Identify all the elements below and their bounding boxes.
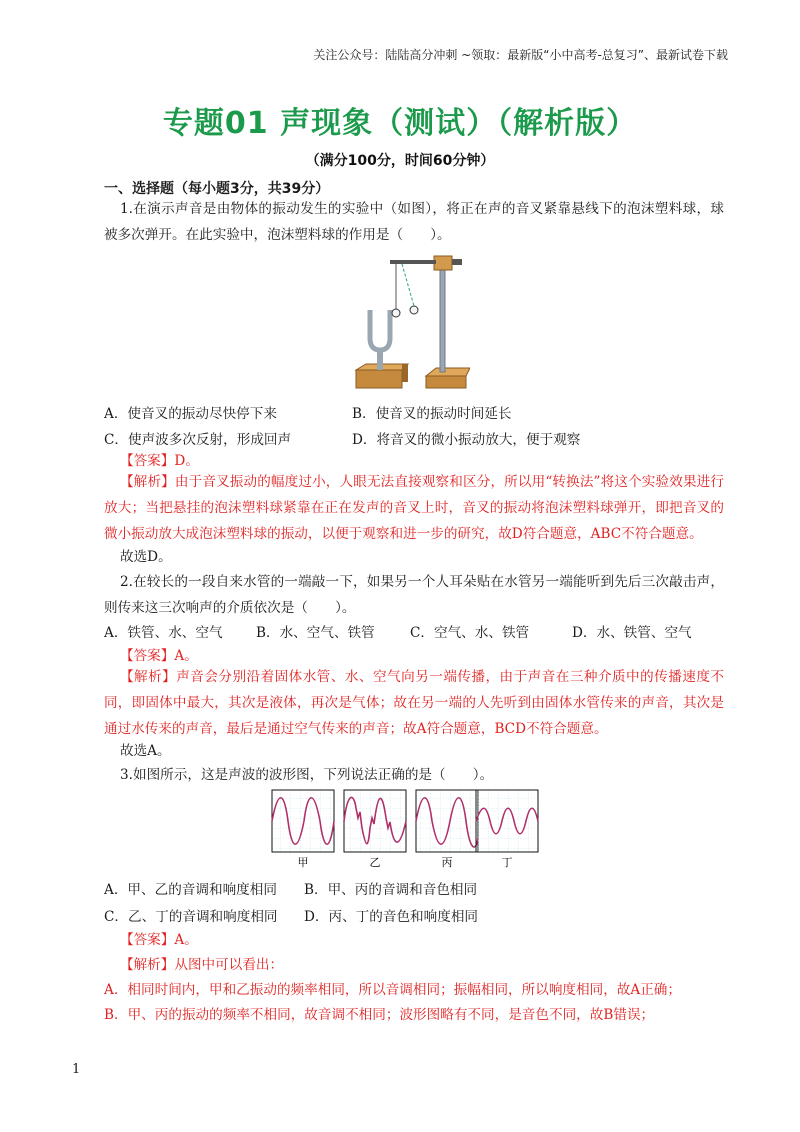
q1-conclusion: 故选D。 [120, 549, 172, 565]
wave-label-yi: 乙 [369, 856, 381, 869]
wave-panel-jia [272, 790, 334, 852]
q2-option-b: B．水、空气、铁管 [256, 625, 375, 641]
tuning-fork-figure [350, 250, 470, 395]
q3-options [104, 878, 724, 930]
q2-conclusion: 故选A。 [120, 743, 171, 759]
wave-label-ding: 丁 [501, 856, 513, 869]
q1-option-b: B．使音叉的振动时间延长 [352, 406, 512, 422]
q1-answer: 【答案】D。 [120, 453, 199, 469]
q1-option-a: A．使音叉的振动尽快停下来 [104, 406, 277, 422]
q3-analysis-b: B．甲、丙的振动的频率不相同，故音调不相同；波形图略有不同，是音色不同，故B错误； [104, 1007, 655, 1023]
wave-label-jia: 甲 [297, 856, 309, 869]
q2-answer: 【答案】A。 [120, 648, 198, 664]
section-heading: 一、选择题（每小题3分，共39分） [104, 181, 330, 197]
q1-stem: 1.在演示声音是由物体的振动发生的实验中（如图），将正在声的音叉紧靠悬线下的泡沫塑料球，球被多次弹开。在此实验中，泡沫塑料球的作用是（ ）。 [104, 201, 724, 243]
wave-panel-bing [416, 790, 478, 852]
q1-option-d: D．将音叉的微小振动放大，便于观察 [352, 432, 581, 448]
page-title: 专题01 声现象（测试）（解析版） [162, 106, 638, 141]
header-note: 关注公众号：陆陆高分冲刺 ~领取：最新版“小中高考-总复习”、最新试卷下载 [313, 48, 728, 62]
q1-analysis: 【解析】由于音叉振动的幅度过小，人眼无法直接观察和区分，所以用“转换法”将这个实验效果进行放大；当把悬挂的泡沫塑料球紧靠在正在发声的音叉上时，音叉的振动将泡沫塑料球弹开，即把音叉的微小振动放大成泡沫塑料球的振动，以便于观察和进一步的研究，故D符合题意，ABC不符合题意。 [104, 474, 724, 542]
q2-analysis: 【解析】声音会分别沿着固体水管、水、空气向另一端传播，由于声音在三种介质中的传播速度不同，即固体中最大，其次是液体，再次是气体；故在另一端的人先听到由固体水管传来的声音，其次是通过水传来的声音，最后是通过空气传来的声音；故A符合题意，BCD不符合题意。 [104, 669, 724, 737]
page-subtitle: （满分100分，时间60分钟） [305, 153, 495, 169]
waveform-figure [270, 788, 540, 870]
q2-option-c: C．空气、水、铁管 [410, 625, 530, 641]
q3-option-a: A．甲、乙的音调和响度相同 [104, 882, 277, 898]
q3-analysis-a: A．相同时间内，甲和乙振动的频率相同，所以音调相同；振幅相同，所以响度相同，故A正确； [104, 982, 681, 998]
q3-analysis-intro: 【解析】从图中可以看出： [120, 957, 284, 973]
q3-option-d: D．丙、丁的音色和响度相同 [304, 909, 479, 925]
q3-option-c: C．乙、丁的音调和响度相同 [104, 909, 278, 925]
wave-panel-yi [344, 790, 406, 852]
q3-stem: 3.如图所示，这是声波的波形图，下列说法正确的是（ ）。 [120, 767, 494, 783]
q3-option-b: B．甲、丙的音调和音色相同 [304, 882, 478, 898]
q2-option-a: A．铁管、水、空气 [104, 625, 223, 641]
wave-label-bing: 丙 [441, 856, 453, 869]
q1-options [104, 402, 724, 454]
q1-option-c: C．使声波多次反射，形成回声 [104, 432, 292, 448]
page-number: 1 [72, 1062, 81, 1077]
wave-panel-ding [476, 790, 538, 852]
q3-answer: 【答案】A。 [120, 932, 198, 948]
q2-stem: 2.在较长的一段自来水管的一端敲一下，如果另一个人耳朵贴在水管另一端能听到先后三次敲击声，则传来这三次响声的介质依次是（ ）。 [104, 574, 724, 616]
q2-option-d: D．水、铁管、空气 [572, 625, 692, 641]
q2-options [104, 621, 724, 643]
